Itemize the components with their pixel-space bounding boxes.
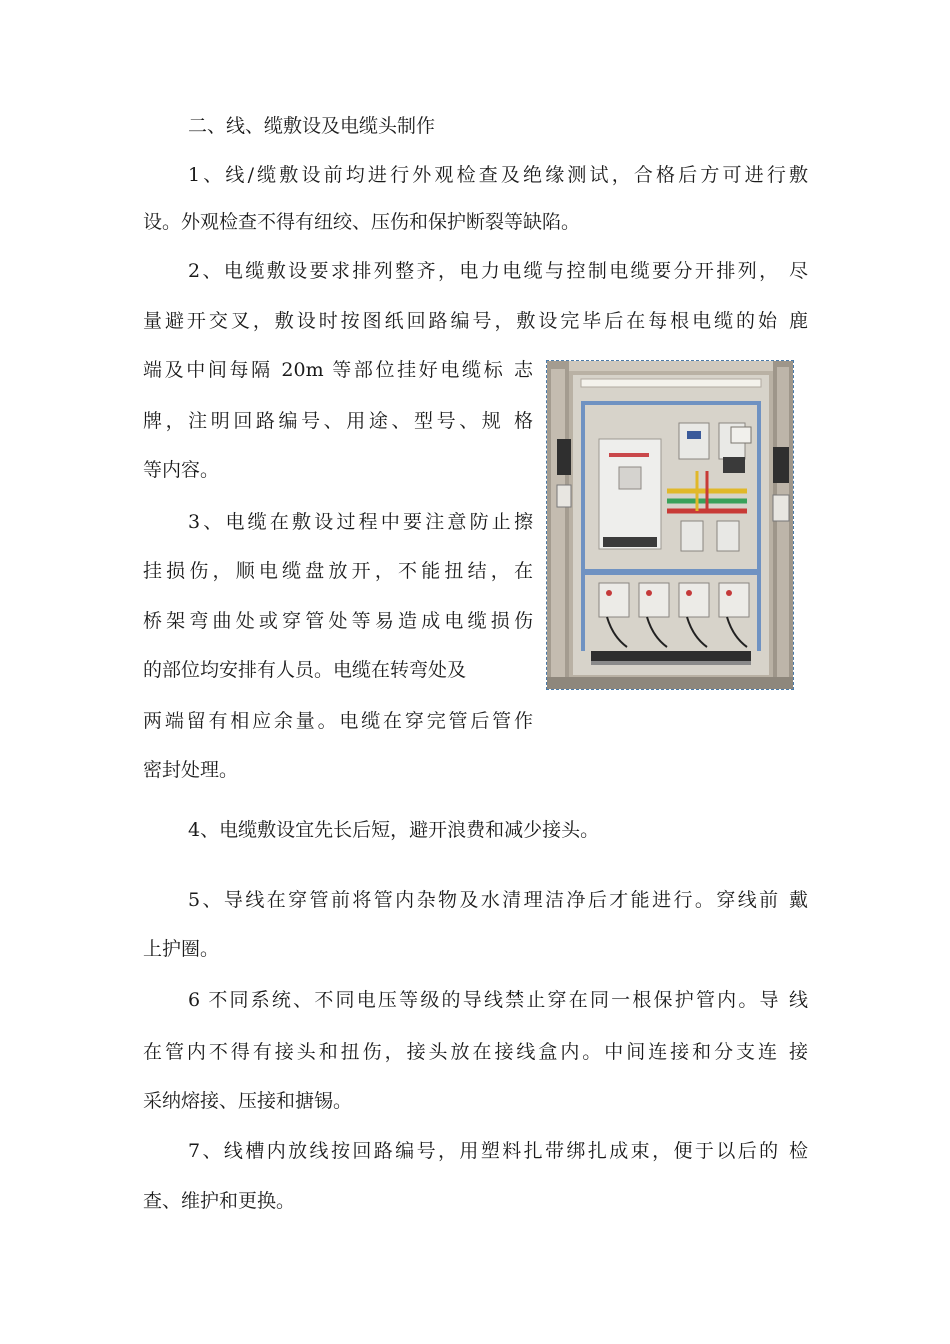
- item-2-line-5: 等内容。: [143, 459, 220, 481]
- item-7-line-2: 查、维护和更换。: [143, 1190, 296, 1212]
- item-3-line-5: 两端留有相应余量。电缆在穿完管后管作: [143, 710, 533, 732]
- item-3-line-2: 挂损伤，顺电缆盘放开，不能扭结，在: [143, 560, 533, 582]
- item-3-line-1: 3、电缆在敷设过程中要注意防止擦: [188, 511, 533, 533]
- item-6-line-1: 6 不同系统、不同电压等级的导线禁止穿在同一根保护管内。导 线: [188, 989, 808, 1011]
- item-1-line-1: 1、线/缆敷设前均进行外观检查及绝缘测试，合格后方可进行敷: [188, 164, 808, 186]
- item-2-line-4: 牌，注明回路编号、用途、型号、规 格: [143, 410, 533, 432]
- heading: 二、线、缆敷设及电缆头制作: [188, 115, 436, 137]
- item-3-line-4: 的部位均安排有人员。电缆在转弯处及: [143, 659, 467, 681]
- item-6-line-2: 在管内不得有接头和扭伤，接头放在接线盒内。中间连接和分支连 接: [143, 1041, 808, 1063]
- item-2-line-2: 量避开交叉，敷设时按图纸回路编号，敷设完毕后在每根电缆的始 鹿: [143, 310, 808, 332]
- item-3-line-6: 密封处理。: [143, 759, 239, 781]
- control-cabinet-photo: [546, 360, 794, 690]
- item-4-line-1: 4、电缆敷设宜先长后短，避开浪费和减少接头。: [188, 819, 600, 841]
- item-6-line-3: 采纳熔接、压接和搪锡。: [143, 1090, 353, 1112]
- item-5-line-2: 上护圈。: [143, 938, 220, 960]
- item-5-line-1: 5、导线在穿管前将管内杂物及水清理洁净后才能进行。穿线前 戴: [188, 889, 808, 911]
- item-7-line-1: 7、线槽内放线按回路编号，用塑料扎带绑扎成束，便于以后的 检: [188, 1140, 808, 1162]
- item-2-line-3: 端及中间每隔 20m 等部位挂好电缆标 志: [143, 359, 533, 381]
- item-1-line-2: 设。外观检查不得有纽绞、压伤和保护断裂等缺陷。: [143, 211, 581, 233]
- item-2-line-1: 2、电缆敷设要求排列整齐，电力电缆与控制电缆要分开排列， 尽: [188, 260, 808, 282]
- control-cabinet-illustration: [547, 361, 793, 689]
- item-3-line-3: 桥架弯曲处或穿管处等易造成电缆损伤: [143, 610, 533, 632]
